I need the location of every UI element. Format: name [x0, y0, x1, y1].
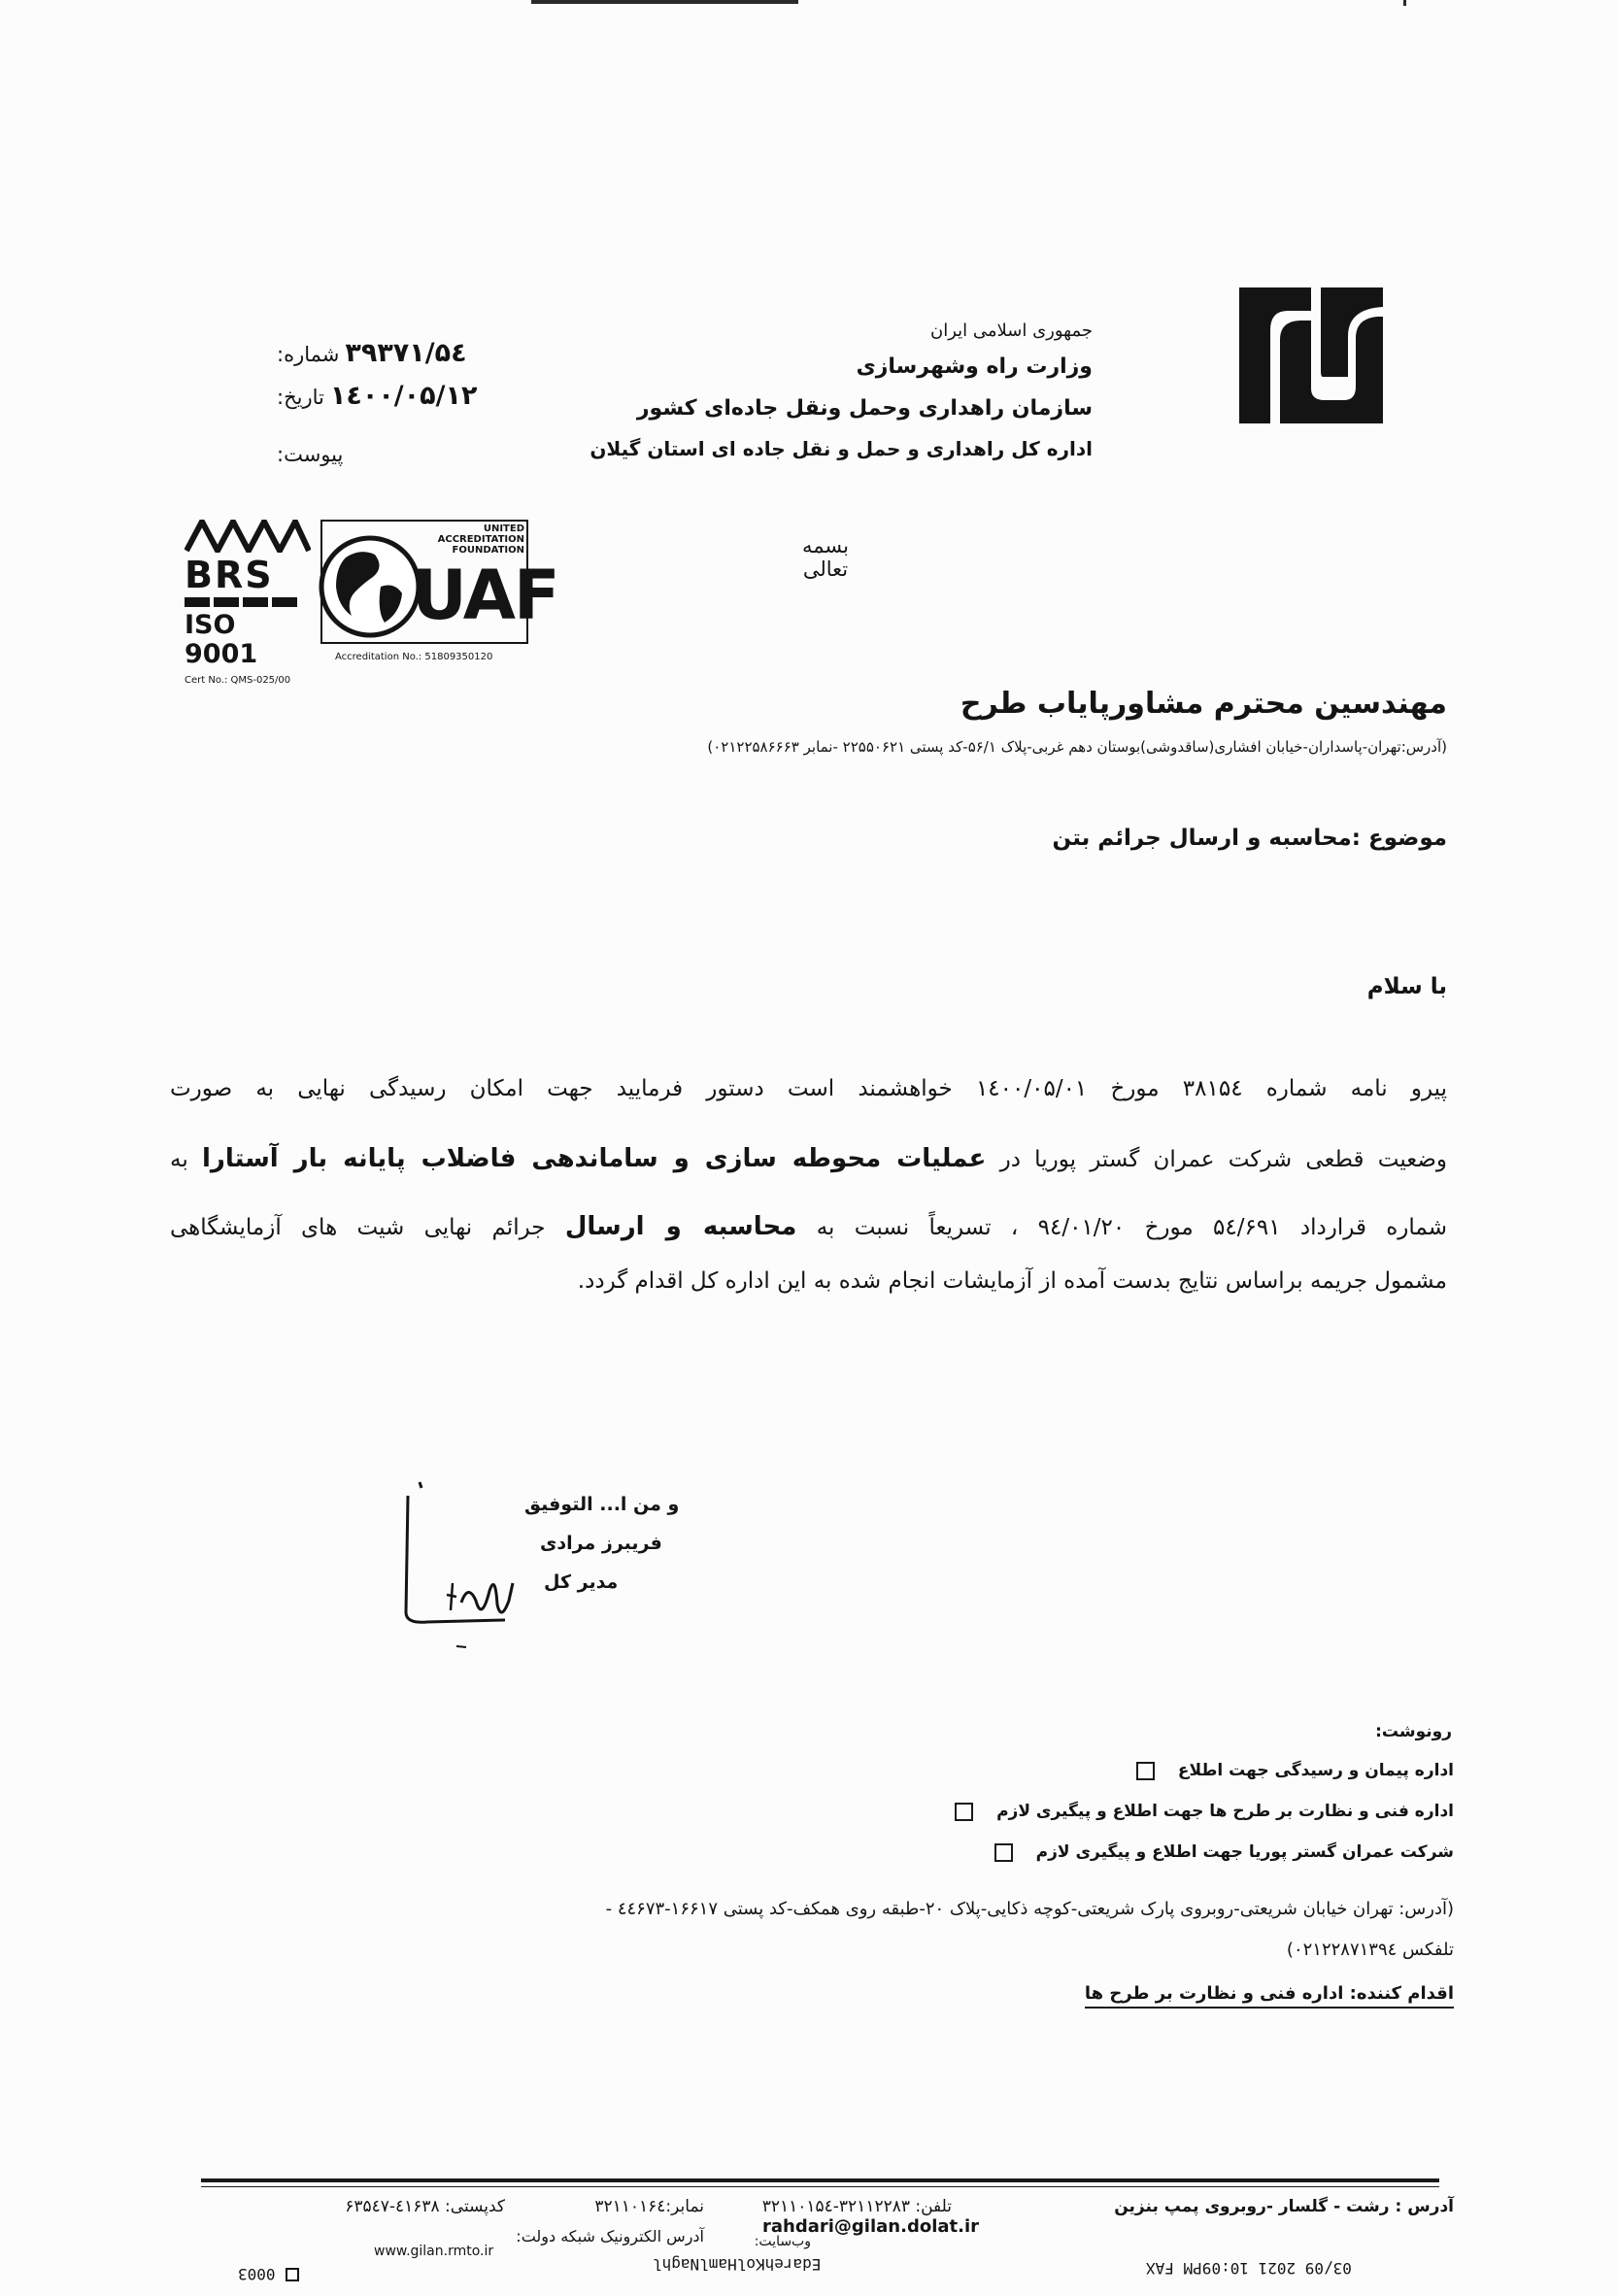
fax-timestamp — [1146, 2259, 1352, 2278]
body-line-3-end: جرائم نهایی شیت های آزمایشگاهی — [170, 1215, 565, 1240]
body-line-3 — [170, 1212, 1447, 1241]
uaf-foundation-text: UNITED ACCREDITATION FOUNDATION — [437, 523, 524, 556]
bismillah: بسمه تعالی — [802, 534, 849, 581]
signature-closing: و من ا... التوفیق — [524, 1494, 680, 1515]
brs-iso-badge — [185, 520, 311, 686]
uaf-accreditation-number: Accreditation No.: 51809350120 — [335, 652, 493, 662]
recipient-name: مهندسین محترم مشاورپایاب طرح — [960, 687, 1447, 721]
cc-checkbox[interactable] — [994, 1843, 1013, 1862]
cc-item-label: اداره پیمان و رسیدگی جهت اطلاع — [1177, 1761, 1454, 1780]
greeting: با سلام — [1366, 974, 1447, 999]
scan-artifact-line — [531, 0, 798, 4]
footer-address: آدرس : رشت - گلسار -روبروی پمپ بنزین — [1114, 2197, 1454, 2216]
action-owner: اقدام کننده: اداره فنی و نظارت بر طرح ها — [1085, 1983, 1454, 2009]
footer-fax: نمابر:۳۲۱۱۰۱۶٤ — [594, 2197, 704, 2216]
footer-phone: تلفن: ۳۲۱۱۲۲۸۳-۳۲۱۱۰۱۵٤ — [761, 2197, 952, 2216]
body-line-4: مشمول جریمه براساس نتایج بدست آمده از آزمایشات انجام شده به این اداره کل اقدام گردد. — [577, 1268, 1447, 1294]
recipient-address: (آدرس:تهران-پاسداران-خیابان افشاری(ساقدوشی)بوستان دهم غربی-پلاک ۵۶/۱-کد پستی ۲۲۵۵۰۶۲۱ -نمابر ۰۲۱۲۲۵۸۶۶۶۳) — [707, 738, 1447, 756]
body-line-3-start: شماره قرارداد ۵٤/۶۹۱ مورخ ۹٤/۰۱/۲۰ ، تسریعاً نسبت به — [796, 1215, 1447, 1240]
cc-item — [1136, 1761, 1454, 1780]
contractor-address-line-2: تلفکس ۰۲۱۲۲۸۷۱۳۹٤) — [1286, 1940, 1454, 1960]
letter-subject: موضوع :محاسبه و ارسال جرائم بتن — [1052, 826, 1447, 851]
cc-item — [955, 1802, 1454, 1821]
attachment-row — [277, 443, 500, 466]
fax-sender — [653, 2255, 821, 2274]
fax-page — [238, 2265, 299, 2283]
body-line-2-end: به — [170, 1147, 202, 1172]
project-name: عملیات محوطه سازی و ساماندهی فاضلاب پایانه بار آستارا — [201, 1144, 987, 1173]
header-ministry: وزارت راه وشهرسازی — [856, 355, 1093, 379]
fax-page-icon — [286, 2268, 299, 2281]
fax-sender-text: EdarehKolHamlNaghl — [653, 2255, 822, 2274]
body-emphasis: محاسبه و ارسال — [564, 1212, 797, 1241]
scan-artifact-tick — [1403, 0, 1406, 6]
contractor-address-line-1: (آدرس: تهران خیابان شریعتی-روبروی پارک شریعتی-کوچه ذکایی-پلاک ۲۰-طبقه روی همکف-کد پستی ۱۶۶۱۷-٤٤۶۷۳ - — [605, 1899, 1454, 1919]
body-line-2-start: وضعیت قطعی شرکت عمران گستر پوریا در — [986, 1147, 1447, 1172]
letter-number-row — [277, 338, 500, 368]
body-line-1: پیرو نامه شماره ۳۸۱۵٤ مورخ ۱٤۰۰/۰۵/۰۱ خواهشمند است دستور فرمایید جهت امکان رسیدگی نهایی به صورت — [170, 1076, 1447, 1101]
footer-email-label: آدرس الکترونیک شبکه دولت: — [516, 2227, 704, 2245]
cc-checkbox[interactable] — [1136, 1762, 1155, 1780]
header-organization: سازمان راهداری وحمل ونقل جاده‌ای کشور — [636, 396, 1093, 421]
footer-website-label: وب‌سایت: — [754, 2234, 811, 2249]
footer-rule-thin — [201, 2186, 1439, 2187]
header-provincial-office: اداره کل راهداری و حمل و نقل جاده ای استان گیلان — [590, 437, 1093, 460]
globe-icon — [317, 533, 423, 640]
brs-bars — [185, 597, 311, 607]
uaf-mark: UAF — [412, 556, 558, 635]
attachment-label: پیوست: — [277, 443, 344, 466]
footer-postal-code: کدپستی: ٤۱۶۳۸-۶۳۵٤۷ — [345, 2197, 505, 2216]
signatory-title: مدیر کل — [544, 1571, 619, 1593]
brs-cert-number: Cert No.: QMS-025/00 — [185, 675, 291, 686]
cc-title: رونوشت: — [1375, 1722, 1452, 1741]
fax-page-number: 0003 — [238, 2265, 276, 2283]
cc-item-label: شرکت عمران گستر پوریا جهت اطلاع و پیگیری لازم — [1035, 1842, 1454, 1862]
letter-number-label: شماره: — [277, 343, 340, 366]
cc-checkbox[interactable] — [955, 1803, 973, 1821]
brs-chevron-icon — [185, 520, 311, 553]
ministry-logo-icon — [1231, 282, 1389, 429]
header-country: جمهوری اسلامی ایران — [930, 321, 1093, 341]
cc-item-label: اداره فنی و نظارت بر طرح ها جهت اطلاع و پیگیری لازم — [996, 1802, 1454, 1821]
uaf-badge — [311, 520, 558, 665]
letter-date-value: ۱٤۰۰/۰۵/۱۲ — [329, 381, 478, 411]
cc-item — [994, 1842, 1454, 1862]
body-line-2 — [170, 1144, 1447, 1173]
signatory-name: فریبرز مرادی — [540, 1533, 662, 1554]
letter-date-row — [277, 381, 500, 411]
fax-timestamp-text: 03/09 2021 10:09PM FAX — [1146, 2259, 1352, 2278]
letter-number-value: ۵٤/۳۹۳۷۱ — [345, 338, 467, 368]
footer-rule — [201, 2178, 1439, 2182]
iso-label: ISO 9001 — [185, 610, 258, 669]
handwritten-signature-icon — [388, 1476, 622, 1661]
letter-date-label: تاریخ: — [277, 386, 324, 409]
footer-website[interactable]: www.gilan.rmto.ir — [374, 2244, 494, 2259]
footer-email[interactable]: rahdari@gilan.dolat.ir — [762, 2216, 979, 2237]
brs-mark: BRS — [185, 554, 274, 596]
